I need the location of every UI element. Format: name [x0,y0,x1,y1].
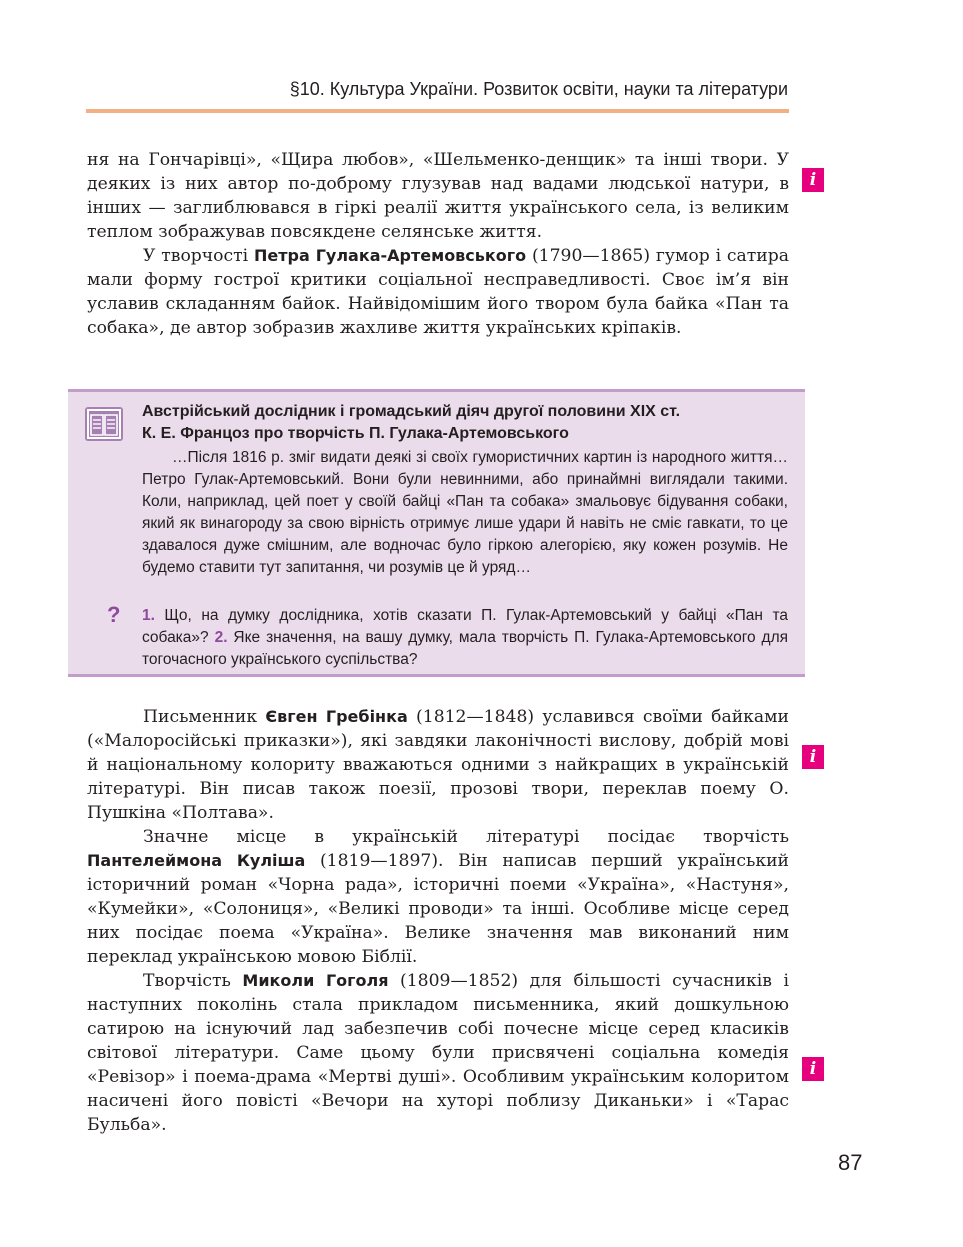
paragraph-3-start: Письменник [143,707,266,727]
questions-block [142,605,788,671]
author-name-hrebinka: Євген Гребінка [265,707,408,726]
paragraph-1: ня на Гончарівці», «Щира любов», «Шельменко-денщик» та інші твори. У деяких із них автор по-доброму глузував над вадами людської натури, в інших — заглиблювався в гіркі реалії життя українського села, із великим теплом зображував повсякдене селянське життя. [87,150,789,242]
author-name-gogol: Миколи Гоголя [242,971,389,990]
paragraph-4-rest: (1819—1897). Він написав перший український історичний роман «Чорна рада», історичні поеми «Україна», «Настуня», «Кумейки», «Солониця», «Великі проводи» та інші. Особливе місце серед них посідає поема «Україна». Велике значення мав виконаний ним переклад українською мовою Біблії. [87,851,789,967]
paragraph-5-rest: (1809—1852) для більшості сучасників і наступних поколінь стала прикладом письменника, який дошкульною сатирою на існуючий лад забезпечив собі почесне місце серед класиків світової літератури. Саме цьому були присвячені соціальна комедія «Ревізор» і поема-драма «Мертві душі». Особливим українським колоритом насичені його повісті «Вечори на хуторі поблизу Диканьки» і «Тарас Бульба». [87,971,789,1135]
source-excerpt-box [68,389,805,677]
question-icon: ? [107,602,121,627]
author-name-kulish: Пантелеймона Куліша [87,851,306,870]
info-icon[interactable]: i [802,1057,824,1081]
source-title [142,401,792,445]
info-icon[interactable]: i [802,168,824,192]
text-block-bottom [87,705,789,1137]
book-icon [85,407,123,441]
paragraph-4-start: Значне місце в українській літературі посідає творчість [143,827,789,847]
paragraph-2-rest: (1790—1865) гумор і сатира мали форму гострої критики соціальної несправедливості. Своє ім’я він уславив складанням байок. Найвідомішим його твором була байка «Пан та собака», де автор зобразив жахливе життя українських кріпаків. [87,246,790,338]
question-1-number: 1. [142,607,155,624]
source-title-line-2: К. Е. Францоз про творчість П. Гулака-Артемовського [142,425,569,442]
book-icon-graphic [85,407,123,441]
paragraph-3-rest: (1812—1848) уславився своїми байками («Малоросійські приказки»), які завдяки лаконічності вислову, добрій мові й національному колориту вважаються одними з найкращих в українській літературі. Він писав також поезії, прозові твори, переклав поему О. Пушкіна «Полтава». [87,707,789,823]
page-header-title: §10. Культура України. Розвиток освіти, науки та літератури [289,79,788,99]
paragraph-2-start: У творчості [143,246,254,266]
source-title-line-1: Австрійський дослідник і громадський діяч другої половини ХІХ ст. [142,403,681,420]
question-2-text: Яке значення, на вашу думку, мала творчість П. Гулака-Артемовського для тогочасного українського суспільства? [142,629,789,668]
author-name-hulak: Петра Гулака-Артемовського [254,246,527,265]
question-2-number: 2. [214,629,228,646]
paragraph-3 [87,705,789,825]
header-divider [86,109,789,113]
info-icon[interactable]: i [802,745,824,769]
page-number: 87 [838,1150,863,1175]
question-1-text: Що, на думку дослідника, хотів сказати П. Гулак-Артемовський у байці «Пан та собака»? [142,607,788,646]
text-block-top [87,148,789,340]
paragraph-2 [87,244,789,340]
source-quote: …Після 1816 р. зміг видати деякі зі своїх гумористичних картин із народного життя… Петро Гулак-Артемовський. Вони були невинними, або принаймні виглядали такими. Коли, наприклад, цей поет у своїй байці «Пан та собака» змальовує бідування собаки, який як винагороду за свою вірність отримує лише удари й навіть не сміє гавкати, то це здавалося дуже смішним, але водночас було гіркою алегорією, яку кожен розумів. Не будемо ставити тут запитання, чи розумів це й уряд… [142,449,788,576]
paragraph-5 [87,969,789,1137]
paragraph-5-start: Творчість [143,971,243,991]
paragraph-4 [87,825,789,969]
